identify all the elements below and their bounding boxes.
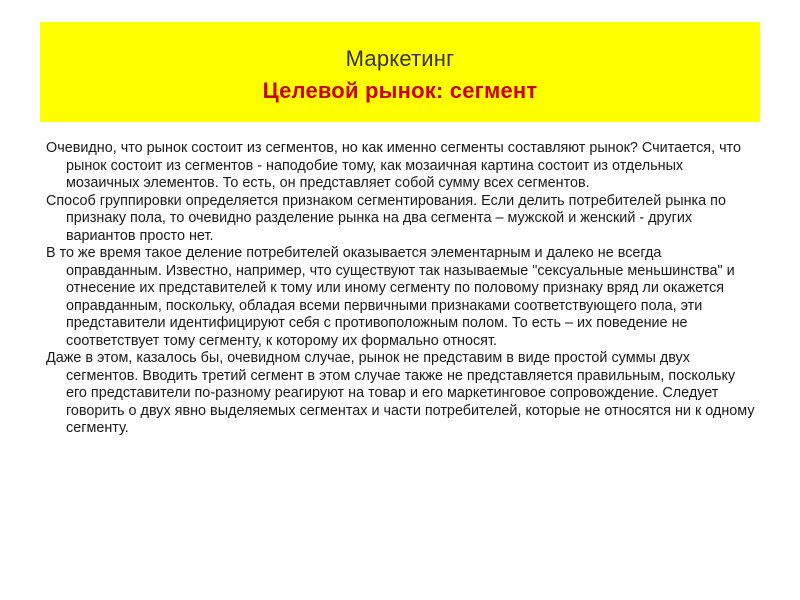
paragraph-1: Очевидно, что рынок состоит из сегментов, но как именно сегменты составляют рынок? Считается, что рынок состоит из сегментов - наподобие тому, как мозаичная картина состоит из отдельных мозаичных элементов. То есть, он представляет собой сумму всех сегментов.: [46, 140, 741, 191]
body-text: [46, 140, 758, 438]
title-banner: [40, 22, 760, 122]
slide-title: Маркетинг: [345, 46, 455, 71]
slide-subtitle: Целевой рынок: сегмент: [262, 78, 538, 103]
paragraph-4: Даже в этом, казалось бы, очевидном случае, рынок не представим в виде простой суммы двух сегментов. Вводить третий сегмент в этом случае также не представляется правильным, поскольку его представители по-разному реагируют на товар и его маркетинговое сопровождение. Следует говорить о двух явно выделяемых сегментах и части потребителей, которые не относятся ни к одному сегменту.: [46, 350, 755, 436]
paragraph-2: Способ группировки определяется признаком сегментирования. Если делить потребителей рынка по признаку пола, то очевидно разделение рынка на два сегмента – мужской и женский - других вариантов просто нет.: [46, 192, 726, 244]
paragraph-3: В то же время такое деление потребителей оказывается элементарным и далеко не всегда оправданным. Известно, например, что существуют так называемые "сексуальные меньшинства" и отнесение их представителей к тому или иному сегменту по половому признаку вряд ли окажется оправданным, поскольку, обладая всеми первичными признаками соответствующего пола, эти представители идентифицируют себя с противоположным полом. То есть – их поведение не соответствует тому сегменту, к которому их формально относят.: [46, 245, 735, 349]
